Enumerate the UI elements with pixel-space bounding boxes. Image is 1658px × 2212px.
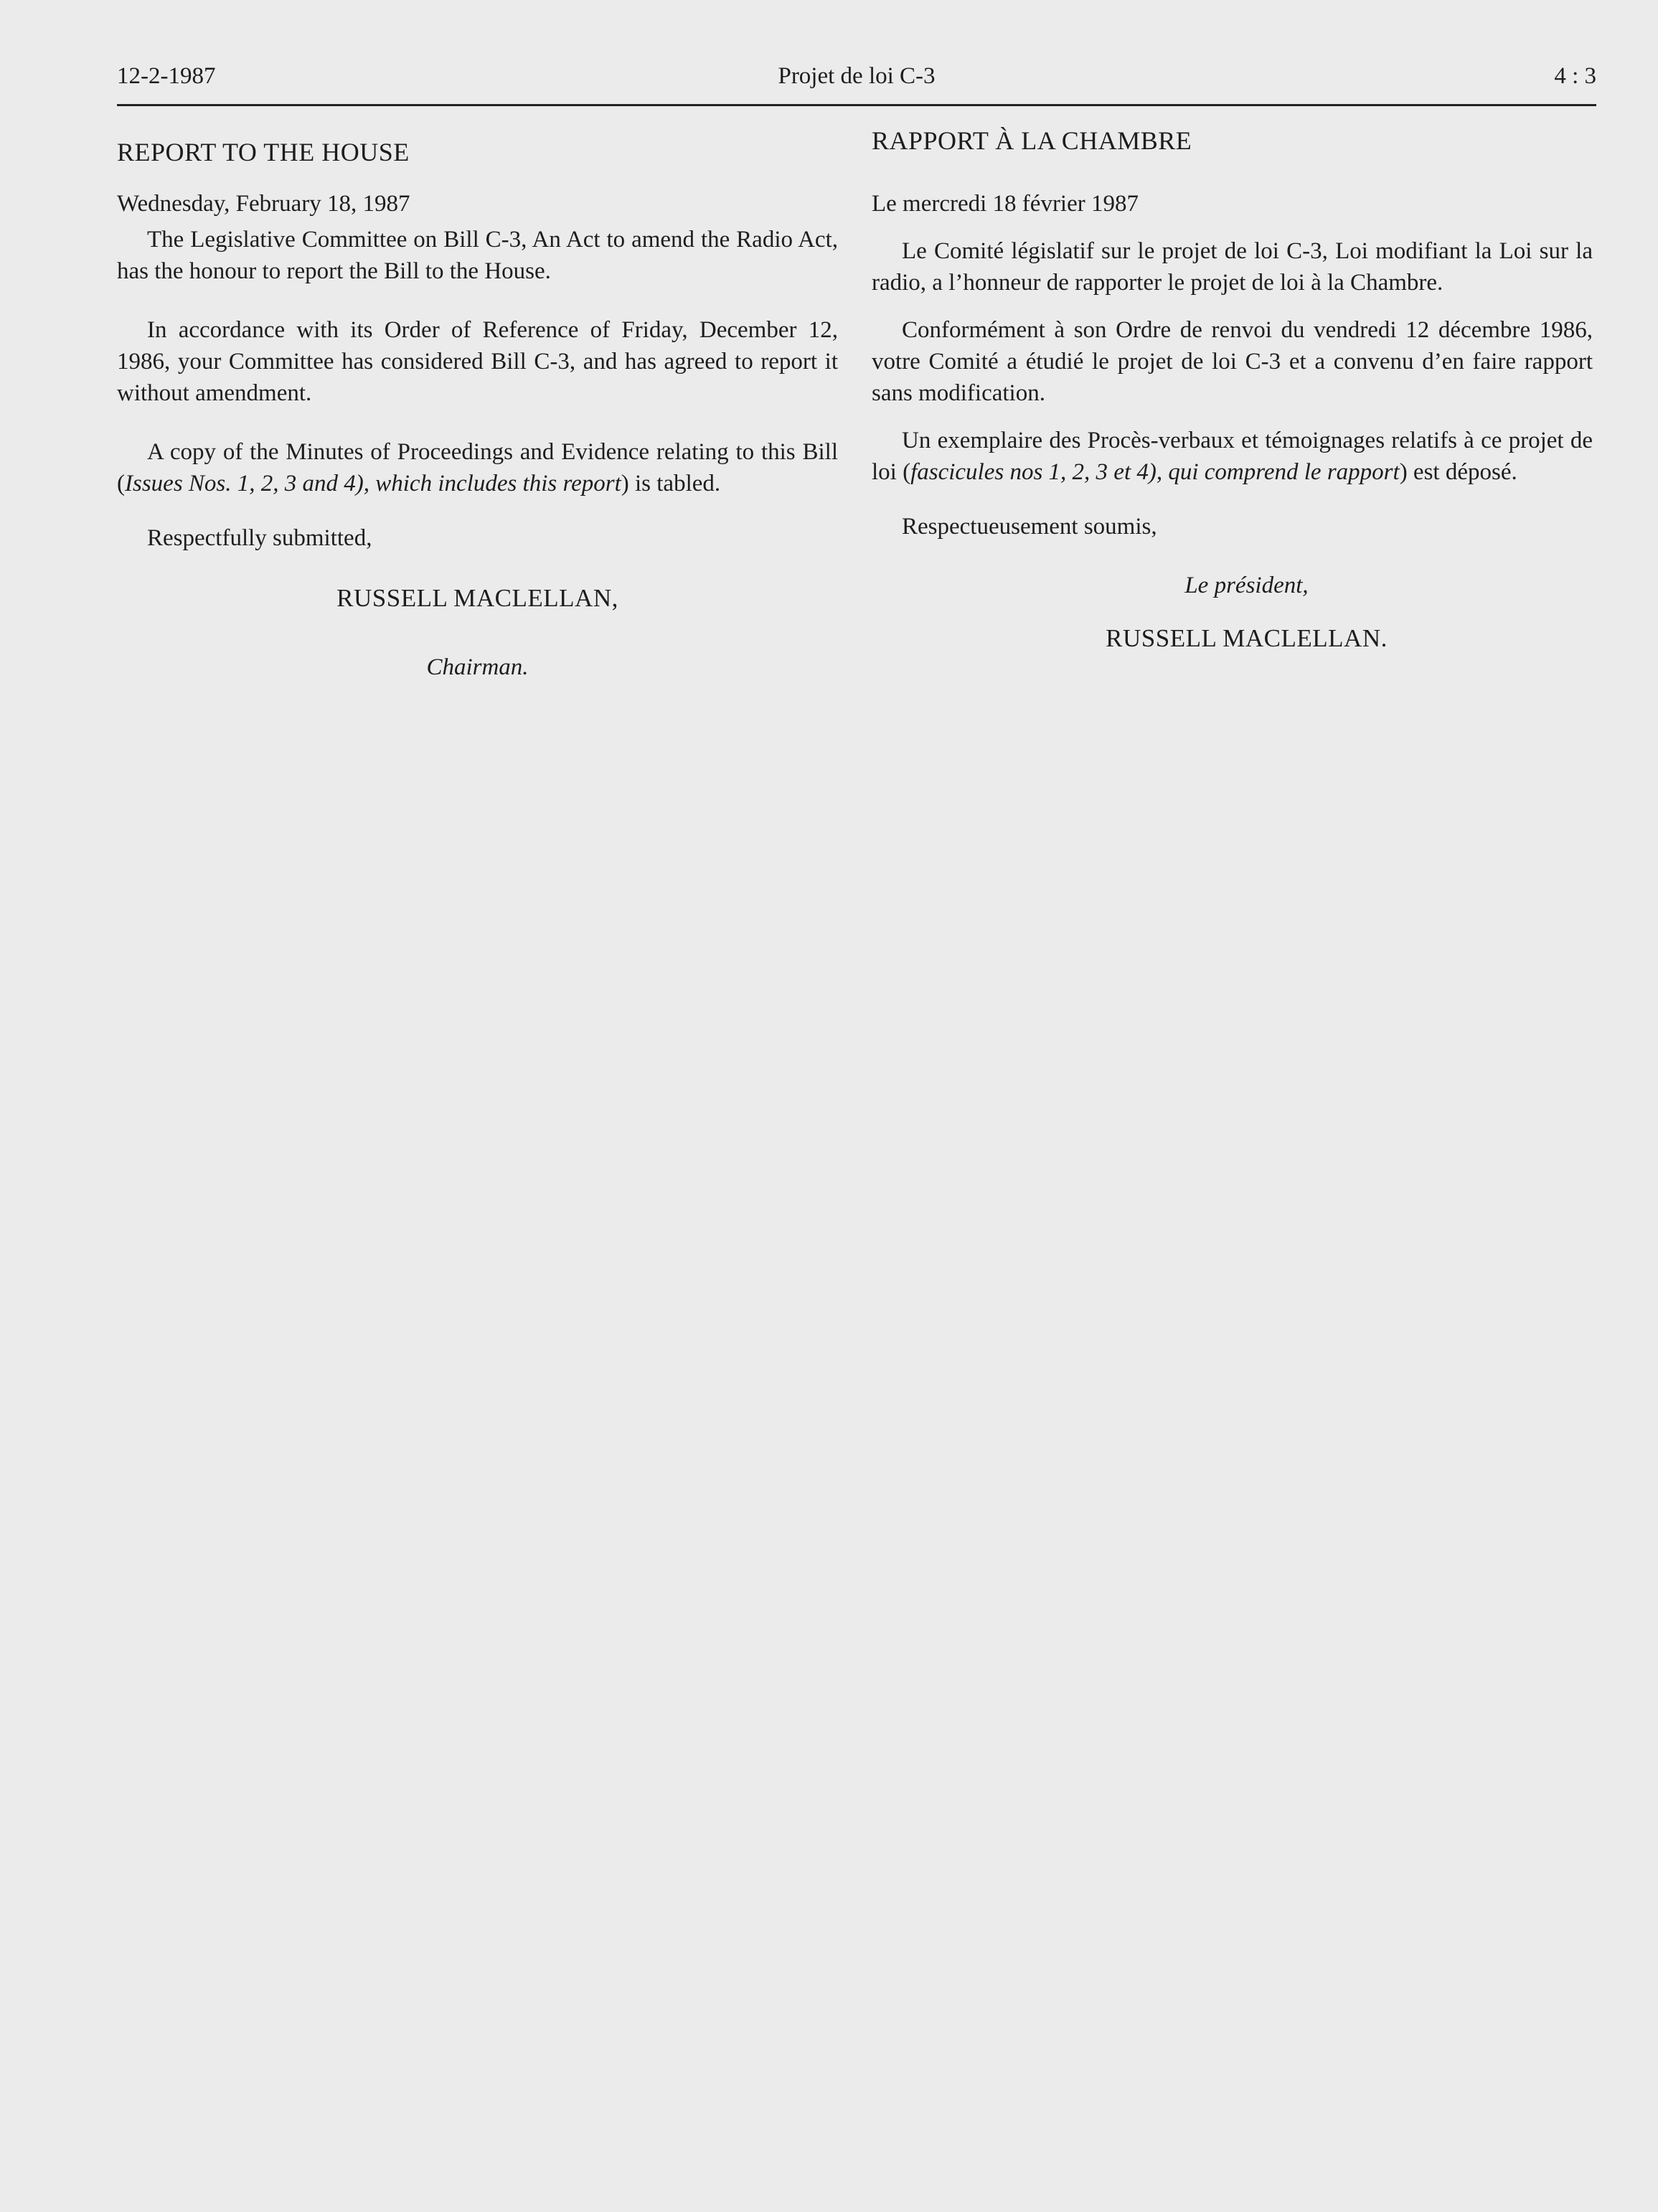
page-header [117, 63, 1596, 99]
english-column [117, 136, 838, 683]
english-heading: REPORT TO THE HOUSE [117, 138, 410, 166]
header-date: 12-2-1987 [117, 63, 216, 89]
french-heading: RAPPORT À LA CHAMBRE [872, 126, 1192, 155]
french-date: Le mercredi 18 février 1987 [872, 191, 1139, 217]
english-paragraph-2: In accordance with its Order of Reference of Friday, December 12, 1986, your Committee has considered Bill C-3, and has agreed to report it without amendment. [117, 317, 838, 406]
english-signature-title: Chairman. [426, 654, 529, 680]
english-signature: RUSSELL MACLELLAN, [336, 584, 618, 612]
english-closing: Respectfully submitted, [147, 525, 372, 551]
french-paragraph-3-text-c: ) est déposé. [1399, 459, 1517, 485]
header-title: Projet de loi C-3 [778, 63, 936, 89]
english-paragraph-3 [117, 436, 838, 499]
french-column [872, 125, 1593, 654]
header-rule [117, 104, 1596, 106]
french-paragraph-1: Le Comité législatif sur le projet de loi C-3, Loi modifiant la Loi sur la radio, a l’honneur de rapporter le projet de loi à la Chambre. [872, 238, 1593, 296]
french-paragraph-3-text-a: Un exemplaire des Procès-verbaux et témoignages relatifs à ce projet de loi ( [872, 428, 1593, 485]
french-signature-title: Le président, [1184, 573, 1309, 598]
french-closing: Respectueusement soumis, [902, 514, 1157, 540]
english-paragraph-3-italic: Issues Nos. 1, 2, 3 and 4), which includes this report [125, 471, 621, 496]
french-paragraph-2: Conformément à son Ordre de renvoi du vendredi 12 décembre 1986, votre Comité a étudié le projet de loi C-3 et a convenu d’en faire rapport sans modification. [872, 317, 1593, 406]
english-paragraph-3-text-a: A copy of the Minutes of Proceedings and Evidence relating to this Bill ( [117, 439, 838, 496]
header-page-number: 4 : 3 [1554, 63, 1596, 89]
english-paragraph-1: The Legislative Committee on Bill C-3, An Act to amend the Radio Act, has the honour to report the Bill to the House. [117, 227, 838, 284]
english-paragraph-3-text-c: ) is tabled. [621, 471, 721, 496]
french-signature: RUSSELL MACLELLAN. [1106, 624, 1388, 652]
french-paragraph-3-italic: fascicules nos 1, 2, 3 et 4), qui comprend le rapport [910, 459, 1400, 485]
french-paragraph-3 [872, 425, 1593, 488]
english-date: Wednesday, February 18, 1987 [117, 191, 410, 217]
